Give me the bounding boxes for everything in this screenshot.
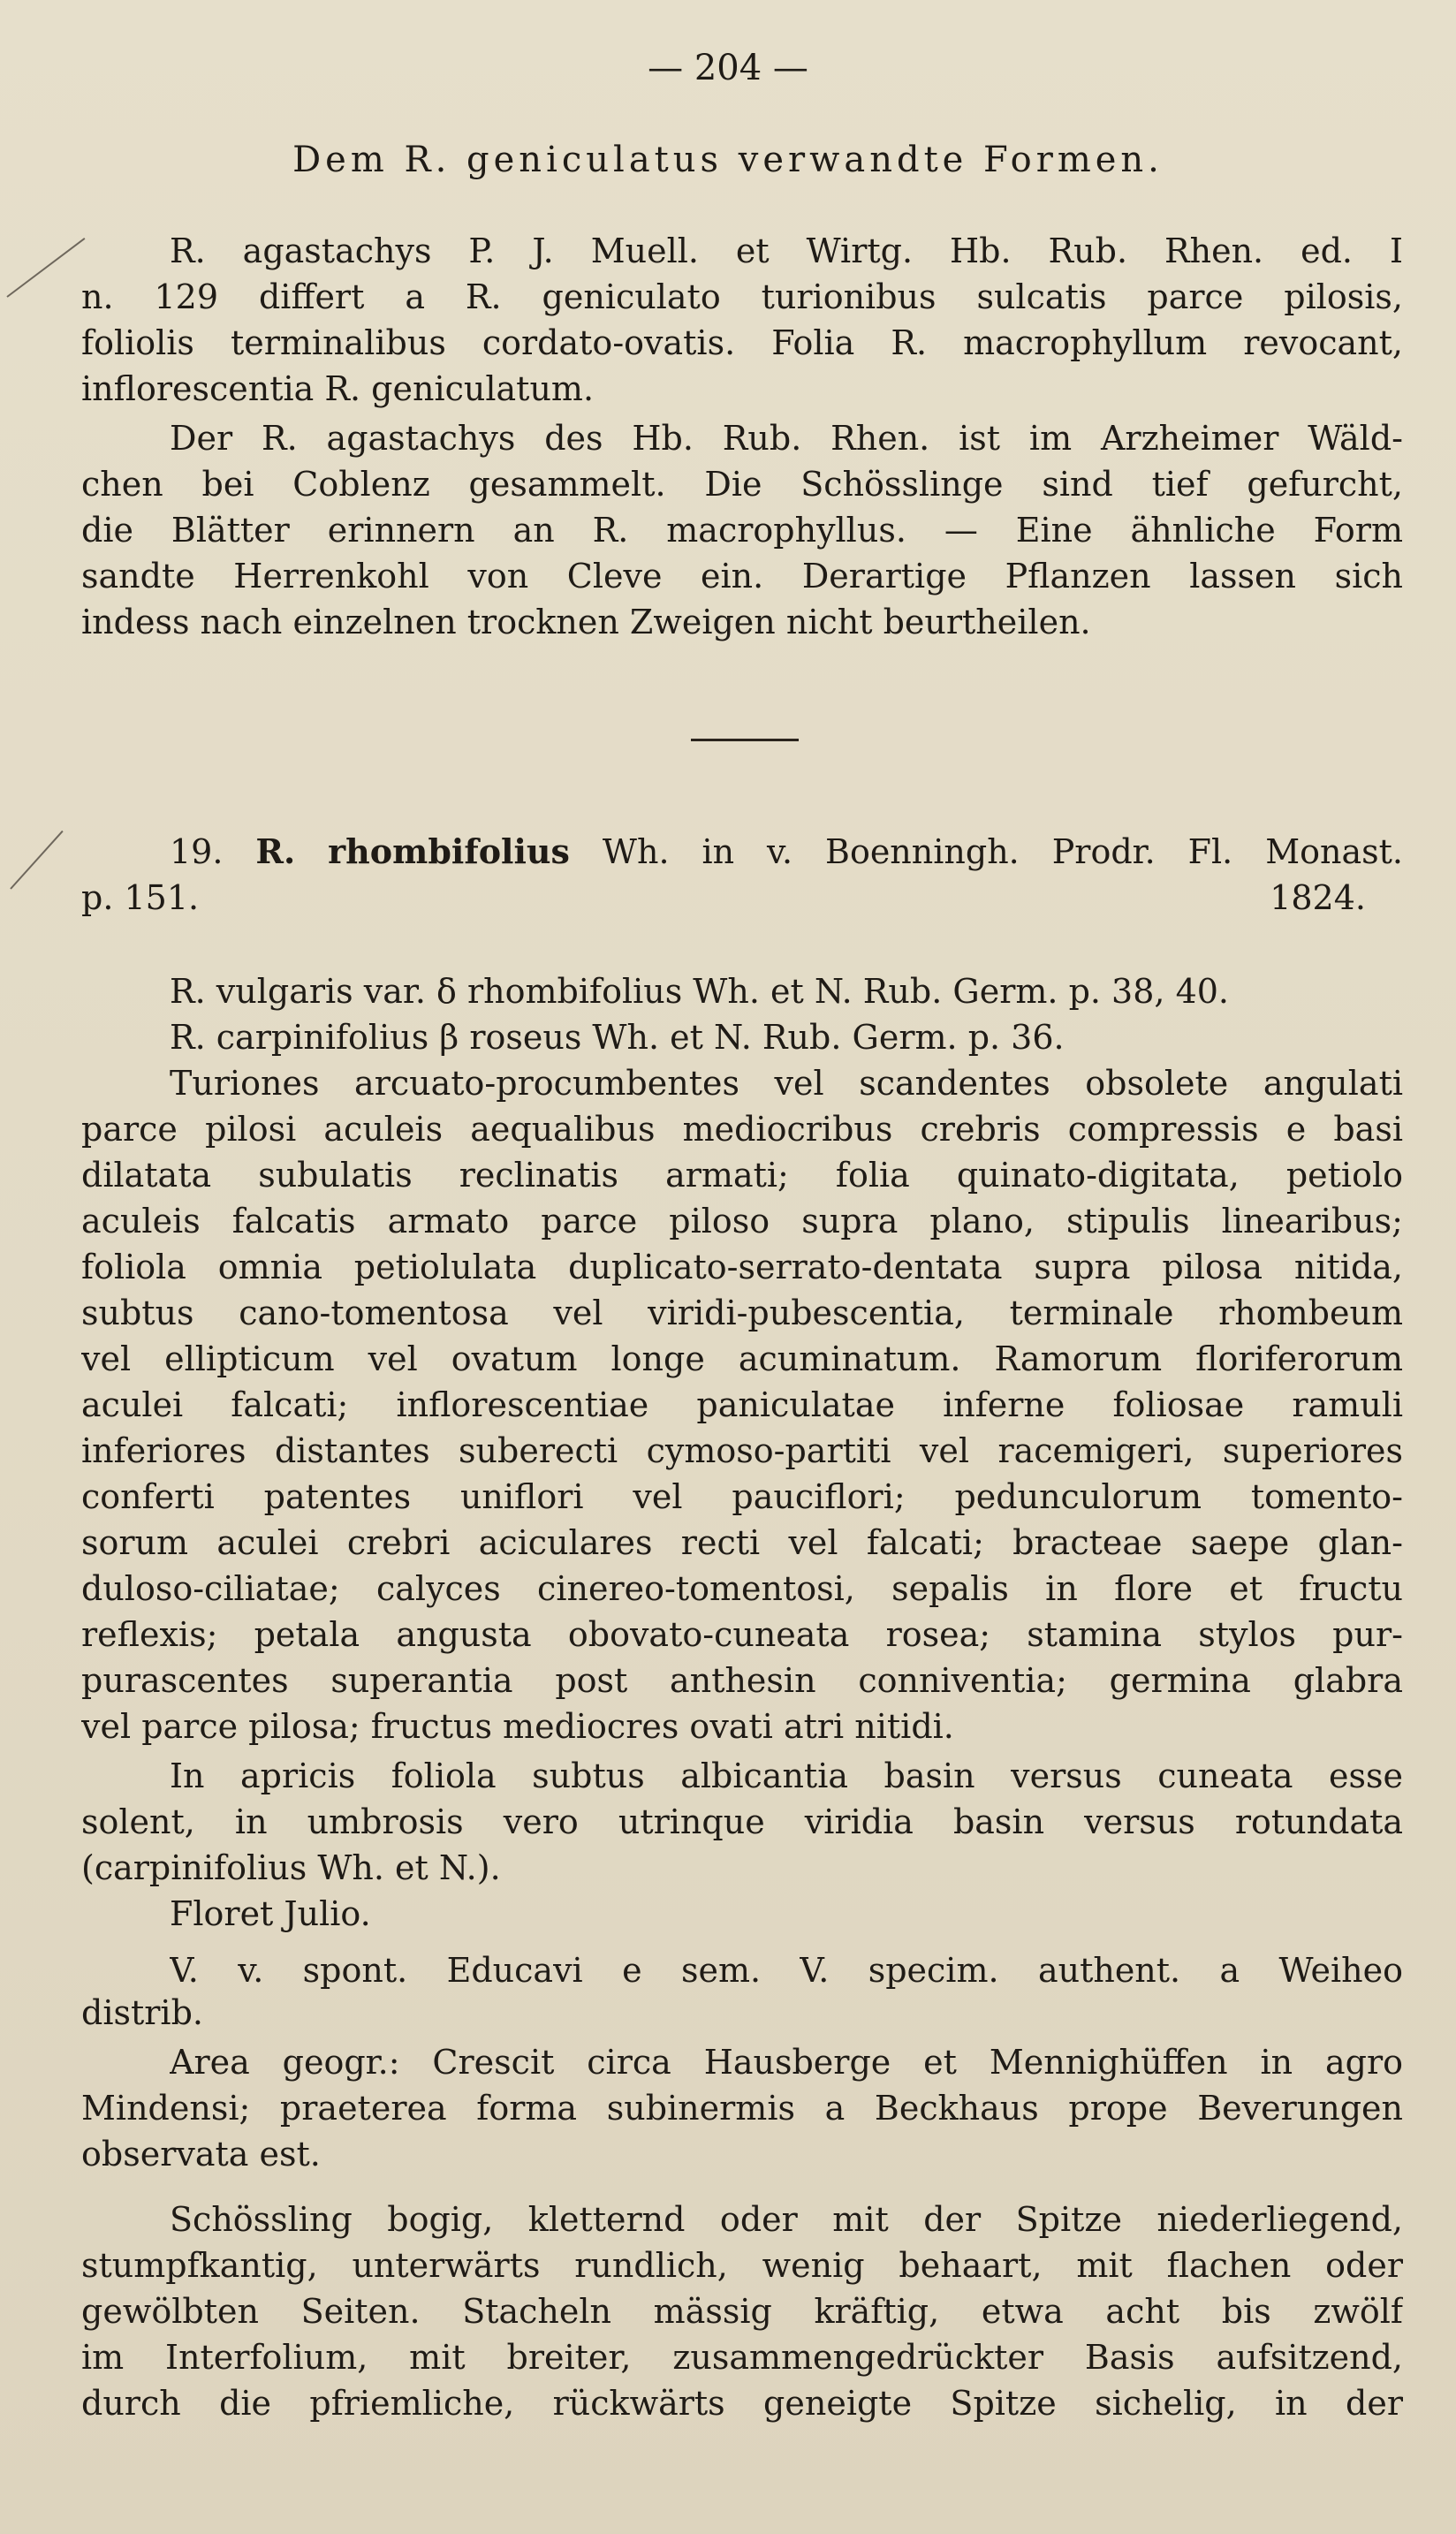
pencil-mark	[6, 238, 85, 298]
para2-line: Der R. agastachys des Hb. Rub. Rhen. ist im Arzheimer Wäld-	[170, 419, 1403, 458]
synonym-line: R. vulgaris var. δ rhombifolius Wh. et N. Rub. Germ. p. 38, 40.	[170, 972, 1230, 1011]
pencil-mark	[10, 831, 63, 890]
description-line: inferiores distantes suberecti cymoso-partiti vel racemigeri, superiores	[81, 1431, 1403, 1470]
description-line: purascentes superantia post anthesin conniventia; germina glabra	[81, 1661, 1403, 1700]
habitat-line: In apricis foliola subtus albicantia basin versus cuneata esse	[170, 1756, 1403, 1795]
description-line: duloso-ciliatae; calyces cinereo-tomentosi, sepalis in flore et fructu	[81, 1569, 1403, 1608]
description-line: vel parce pilosa; fructus mediocres ovati atri nitidi.	[81, 1707, 954, 1746]
para2-line: chen bei Coblenz gesammelt. Die Schösslinge sind tief gefurcht,	[81, 465, 1403, 504]
species-year: 1824.	[1270, 878, 1366, 917]
species-genus: R.	[255, 831, 296, 871]
habitat-line: solent, in umbrosis vero utrinque viridia basin versus rotundata	[81, 1802, 1403, 1841]
area-line: Area geogr.: Crescit circa Hausberge et Mennighüffen in agro	[170, 2043, 1403, 2082]
species-number: 19.	[170, 832, 224, 871]
description-line: aculeis falcatis armato parce piloso supra plano, stipulis linearibus;	[81, 1202, 1403, 1240]
description-line: Turiones arcuato-procumbentes vel scandentes obsolete angulati	[170, 1064, 1403, 1103]
species-title	[170, 829, 1403, 875]
german-line: durch die pfriemliche, rückwärts geneigte Spitze sichelig, in der	[81, 2384, 1403, 2423]
para1-line: inflorescentia R. geniculatum.	[81, 369, 595, 408]
description-line: reflexis; petala angusta obovato-cuneata rosea; stamina stylos pur-	[81, 1615, 1403, 1654]
german-line: Schössling bogig, kletternd oder mit der Spitze niederliegend,	[170, 2200, 1403, 2239]
page-number: — 204 —	[648, 48, 808, 88]
synonym-line: R. carpinifolius β roseus Wh. et N. Rub. Germ. p. 36.	[170, 1018, 1065, 1057]
area-line: observata est.	[81, 2135, 321, 2174]
description-line: conferti patentes uniflori vel pauciflori; pedunculorum tomento-	[81, 1477, 1403, 1516]
description-line: sorum aculei crebri aciculares recti vel falcati; bracteae saepe glan-	[81, 1523, 1403, 1562]
para2-line: sandte Herrenkohl von Cleve ein. Derartige Pflanzen lassen sich	[81, 557, 1403, 596]
species-name: rhombifolius	[328, 831, 570, 871]
german-line: im Interfolium, mit breiter, zusammengedrückter Basis aufsitzend,	[81, 2338, 1403, 2377]
habitat-line: (carpinifolius Wh. et N.).	[81, 1848, 501, 1887]
description-line: vel ellipticum vel ovatum longe acuminatum. Ramorum floriferorum	[81, 1339, 1403, 1378]
section-divider	[691, 739, 799, 741]
description-line: aculei falcati; inflorescentiae paniculatae inferne foliosae ramuli	[81, 1385, 1403, 1424]
area-line: Mindensi; praeterea forma subinermis a Beckhaus prope Beverungen	[81, 2089, 1403, 2128]
species-citation	[81, 875, 1403, 921]
description-line: dilatata subulatis reclinatis armati; folia quinato-digitata, petiolo	[81, 1156, 1403, 1195]
species-authority: Wh. in v. Boenningh. Prodr. Fl. Monast.	[602, 832, 1403, 871]
section-heading: Dem R. geniculatus verwandte Formen.	[292, 140, 1164, 180]
floret-line: Floret Julio.	[170, 1894, 371, 1933]
description-line: parce pilosi aculeis aequalibus mediocribus crebris compressis e basi	[81, 1110, 1403, 1149]
para1-line: R. agastachys P. J. Muell. et Wirtg. Hb. Rub. Rhen. ed. I	[170, 231, 1403, 270]
para2-line: indess nach einzelnen trocknen Zweigen nicht beurtheilen.	[81, 603, 1091, 641]
para1-line: n. 129 differt a R. geniculato turionibus sulcatis parce pilosis,	[81, 277, 1403, 316]
para2-line: die Blätter erinnern an R. macrophyllus. — Eine ähnliche Form	[81, 511, 1403, 550]
vidi-line: distrib.	[81, 1993, 203, 2032]
vidi-line: V. v. spont. Educavi e sem. V. specim. authent. a Weiheo	[170, 1951, 1403, 1990]
species-page: p. 151.	[81, 878, 200, 917]
german-line: gewölbten Seiten. Stacheln mässig kräftig, etwa acht bis zwölf	[81, 2292, 1403, 2331]
para1-line: foliolis terminalibus cordato-ovatis. Folia R. macrophyllum revocant,	[81, 323, 1403, 362]
description-line: subtus cano-tomentosa vel viridi-pubescentia, terminale rhombeum	[81, 1294, 1403, 1332]
description-line: foliola omnia petiolulata duplicato-serrato-dentata supra pilosa nitida,	[81, 1248, 1403, 1286]
german-line: stumpfkantig, unterwärts rundlich, wenig behaart, mit flachen oder	[81, 2246, 1403, 2285]
